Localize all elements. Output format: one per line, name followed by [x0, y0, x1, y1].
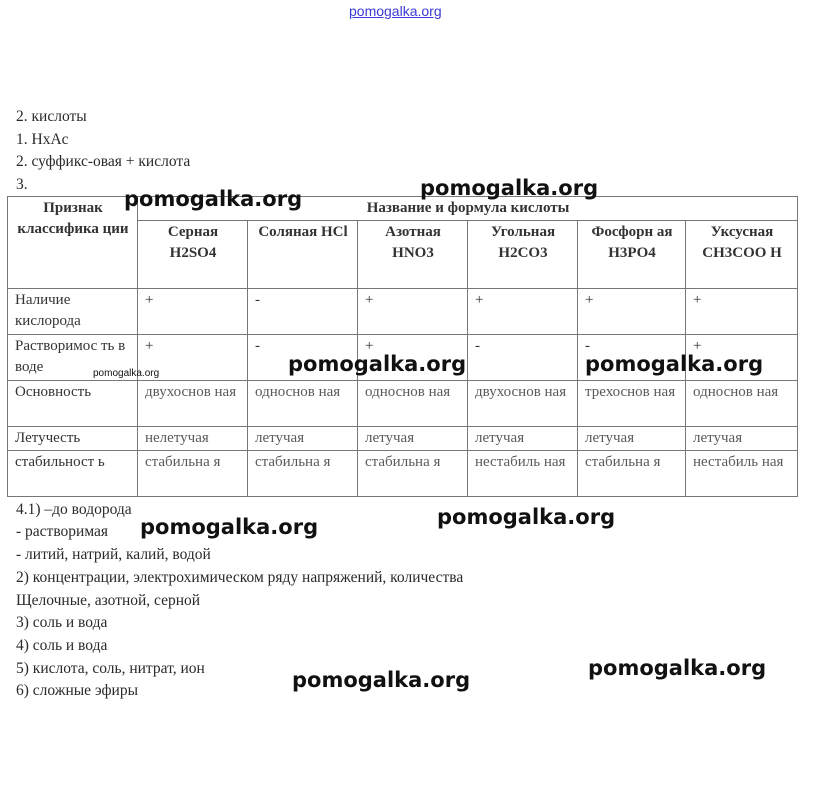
- row-label: стабильност ь: [8, 451, 138, 497]
- watermark: pomogalka.org: [437, 505, 616, 529]
- answer-line: - растворимая: [16, 523, 109, 540]
- acid-header: Фосфорн ая H3PO4: [578, 221, 686, 289]
- table-cell: -: [468, 335, 578, 381]
- table-cell: летучая: [686, 427, 798, 451]
- answer-line: 5) кислота, соль, нитрат, ион: [16, 660, 205, 677]
- table-row: [8, 381, 798, 427]
- header-acid-group: Название и формула кислоты: [138, 197, 798, 221]
- row-label: Основность: [8, 381, 138, 427]
- watermark: pomogalka.org: [588, 656, 767, 680]
- watermark: pomogalka.org: [288, 352, 467, 376]
- watermark: pomogalka.org: [420, 176, 599, 200]
- intro-line: 2. кислоты: [16, 108, 87, 125]
- table-cell: +: [138, 289, 248, 335]
- table-cell: односнов ная: [686, 381, 798, 427]
- acid-classification-table: [7, 196, 798, 497]
- answer-line: 4) соль и вода: [16, 637, 108, 654]
- row-label: Наличие кислорода: [8, 289, 138, 335]
- table-cell: летучая: [248, 427, 358, 451]
- table-cell: нестабиль ная: [468, 451, 578, 497]
- table-cell: двухоснов ная: [138, 381, 248, 427]
- table-cell: двухоснов ная: [468, 381, 578, 427]
- table-cell: +: [138, 335, 248, 381]
- table-cell: +: [686, 335, 798, 381]
- table-cell: летучая: [578, 427, 686, 451]
- watermark: pomogalka.org: [585, 352, 764, 376]
- acid-header: Азотная HNO3: [358, 221, 468, 289]
- intro-line: 3.: [16, 176, 28, 193]
- answer-line: 3) соль и вода: [16, 614, 108, 631]
- table-cell: нестабиль ная: [686, 451, 798, 497]
- intro-line: 1. HxAc: [16, 131, 69, 148]
- table-row: [8, 427, 798, 451]
- table-cell: +: [468, 289, 578, 335]
- row-label: Растворимос ть в воде: [8, 335, 138, 381]
- table-cell: стабильна я: [578, 451, 686, 497]
- watermark: pomogalka.org: [292, 668, 471, 692]
- table-cell: летучая: [468, 427, 578, 451]
- site-link[interactable]: pomogalka.org: [349, 3, 442, 19]
- table-cell: +: [686, 289, 798, 335]
- acid-header: Серная H2SO4: [138, 221, 248, 289]
- answer-line: 4.1) –до водорода: [16, 501, 132, 518]
- watermark: pomogalka.org: [140, 515, 319, 539]
- intro-line: 2. суффикс-овая + кислота: [16, 153, 191, 170]
- header-feature: Признак классифика ции: [8, 197, 138, 289]
- table-cell: -: [248, 335, 358, 381]
- answer-line: - литий, натрий, калий, водой: [16, 546, 211, 563]
- answer-line: Щелочные, азотной, серной: [16, 592, 201, 609]
- table-cell: +: [578, 289, 686, 335]
- row-label: Летучесть: [8, 427, 138, 451]
- table-cell: трехоснов ная: [578, 381, 686, 427]
- table-cell: -: [248, 289, 358, 335]
- table-cell: нелетучая: [138, 427, 248, 451]
- table-row: [8, 289, 798, 335]
- acid-header: Угольная H2CO3: [468, 221, 578, 289]
- answer-line: 2) концентрации, электрохимическом ряду напряжений, количества: [16, 569, 464, 586]
- table-cell: +: [358, 335, 468, 381]
- table-cell: стабильна я: [138, 451, 248, 497]
- watermark: pomogalka.org: [124, 187, 303, 211]
- answer-line: 6) сложные эфиры: [16, 682, 139, 699]
- table-cell: стабильна я: [248, 451, 358, 497]
- table-cell: стабильна я: [358, 451, 468, 497]
- table-cell: летучая: [358, 427, 468, 451]
- table-cell: односнов ная: [358, 381, 468, 427]
- table-row: [8, 451, 798, 497]
- acid-header: Соляная HCl: [248, 221, 358, 289]
- acid-header: Уксусная CH3COO H: [686, 221, 798, 289]
- table-cell: односнов ная: [248, 381, 358, 427]
- watermark-small: pomogalka.org: [93, 368, 160, 379]
- table-cell: -: [578, 335, 686, 381]
- table-cell: +: [358, 289, 468, 335]
